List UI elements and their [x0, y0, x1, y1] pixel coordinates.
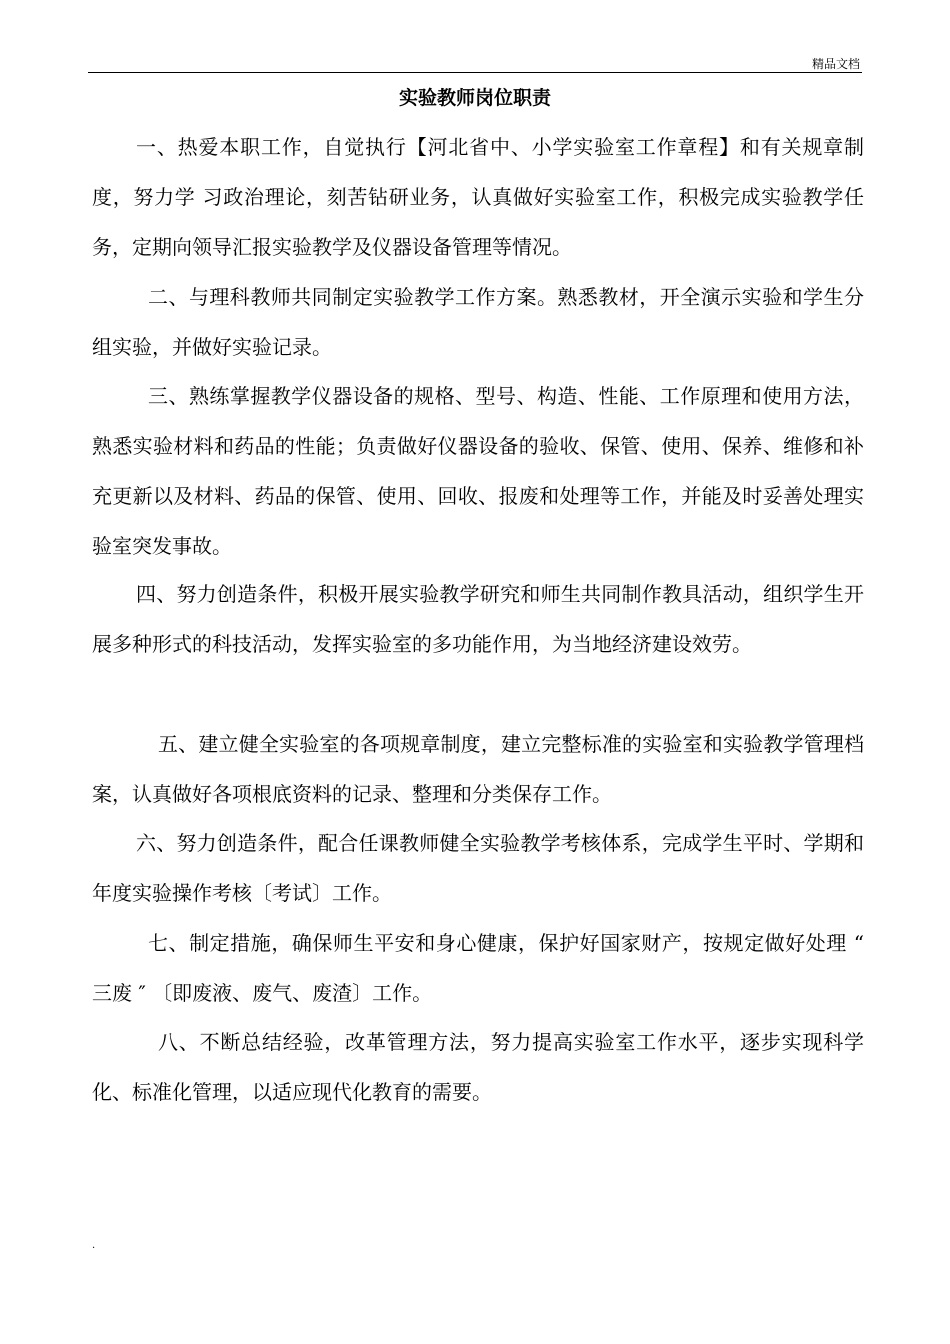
- header-label: 精品文档: [811, 57, 860, 71]
- paragraph-1: 一、热爱本职工作，自觉执行【河北省中、小学实验室工作章程】和有关规章制度，努力学 习政治理论，刻苦钻研业务，认真做好实验室工作，积极完成实验教学任务，定期向领导汇报实验教学及仪器设备管理等情况。: [92, 135, 864, 259]
- paragraph-6: 六、努力创造条件，配合任课教师健全实验教学考核体系，完成学生平时、学期和年度实验操作考核〔考试〕工作。: [92, 831, 864, 905]
- paragraph-8: 八、不断总结经验，改革管理方法，努力提高实验室工作水平，逐步实现科学化、标准化管理，以适应现代化教育的需要。: [92, 1030, 864, 1104]
- document-title: 实验教师岗位职责: [398, 87, 551, 109]
- footer-mark: .: [92, 1240, 96, 1251]
- paragraph-4: 四、努力创造条件，积极开展实验教学研究和师生共同制作教具活动，组织学生开展多种形式的科技活动，发挥实验室的多功能作用，为当地经济建设效劳。: [92, 582, 864, 656]
- paragraph-7: 七、制定措施，确保师生平安和身心健康，保护好国家财产，按规定做好处理 “ 三废 ″ 〔即废液、废气、废渣〕工作。: [92, 931, 864, 1005]
- paragraph-3: 三、熟练掌握教学仪器设备的规格、型号、构造、性能、工作原理和使用方法，熟悉实验材料和药品的性能；负责做好仪器设备的验收、保管、使用、保养、维修和补充更新以及材料、药品的保管、使用、回收、报废和处理等工作，并能及时妥善处理实验室突发事故。: [92, 384, 864, 558]
- paragraph-2: 二、与理科教师共同制定实验教学工作方案。熟悉教材，开全演示实验和学生分组实验，并做好实验记录。: [92, 285, 864, 359]
- header-divider: [88, 72, 862, 73]
- paragraph-5: 五、建立健全实验室的各项规章制度，建立完整标准的实验室和实验教学管理档案，认真做好各项根底资料的记录、整理和分类保存工作。: [92, 732, 864, 806]
